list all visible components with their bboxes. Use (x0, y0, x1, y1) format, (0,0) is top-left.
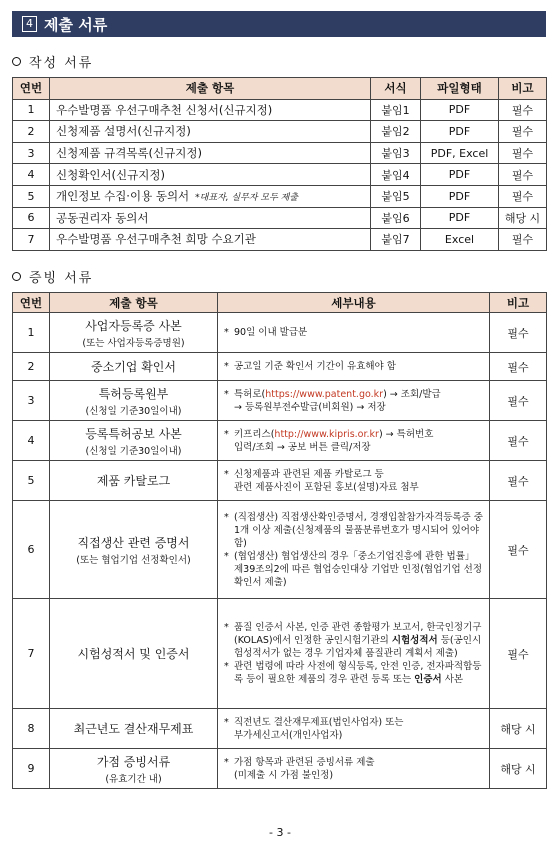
table-row: 6 공동권리자 동의서 붙임6 PDF 해당 시 (13, 207, 547, 229)
table-row: 5 개인정보 수집·이용 동의서 *대표자, 실무자 모두 제출 붙임5 PDF 필수 (13, 185, 547, 207)
row-note: *대표자, 실무자 모두 제출 (195, 193, 299, 204)
page-number: - 3 - (269, 826, 291, 839)
table-row: 9 가점 증빙서류 (유효기간 내) * 가점 항목과 관련된 증빙서류 제출 (미제출 시 가점 불인정) 해당 시 (13, 749, 547, 789)
col-header: 제출 항목 (50, 78, 371, 100)
table-row: 7 시험성적서 및 인증서 * 품질 인증서 사본, 인증 관련 종합평가 보고서, 한국인정기구(KOLAS)에서 인정한 공인시험기관의 시험성적서 등(공인시험성적서가 없는 경우 기업자체 품질관리 계획서 제출) * 관련 법령에 따라 사전에 형식등록, 안전 인증, 전자파적합등록 등이 필요한 제품의 경우 관련 등록 또는 인증서 사본 필수 (13, 599, 547, 709)
table-row: 4 등록특허공보 사본 (신청일 기준30일이내) * 키프리스(http://www.kipris.or.kr) → 특허번호 입력/조회 → 공보 버튼 클릭/저장 필수 (13, 421, 547, 461)
section-number: 4 (22, 16, 37, 32)
table-row: 2 중소기업 확인서 * 공고일 기준 확인서 기간이 유효해야 함 필수 (13, 353, 547, 381)
table-header-row (13, 78, 547, 100)
table-row: 2 신청제품 설명서(신규지정) 붙임2 PDF 필수 (13, 121, 547, 143)
table-row: 8 최근년도 결산재무제표 * 직전년도 결산재무제표(법인사업자) 또는 부가세신고서(개인사업자) 해당 시 (13, 709, 547, 749)
table-row: 1 우수발명품 우선구매추천 신청서(신규지정) 붙임1 PDF 필수 (13, 99, 547, 121)
patent-link[interactable]: https://www.patent.go.kr (265, 388, 384, 400)
col-header: 비고 (499, 78, 547, 100)
evidence-docs-heading: 증빙 서류 (12, 267, 93, 286)
table-header-row (13, 293, 547, 313)
table-row: 3 신청제품 규격목록(신규지정) 붙임3 PDF, Excel 필수 (13, 142, 547, 164)
table-row: 7 우수발명품 우선구매추천 희망 수요기관 붙임7 Excel 필수 (13, 229, 547, 251)
section-header (12, 11, 546, 37)
col-header: 제출 항목 (50, 293, 218, 313)
section-title: 제출 서류 (44, 15, 108, 34)
col-header: 세부내용 (218, 293, 490, 313)
col-header: 비고 (490, 293, 547, 313)
col-header: 연번 (13, 293, 50, 313)
col-header: 연번 (13, 78, 50, 100)
col-header: 파일형태 (421, 78, 499, 100)
circle-bullet-icon (12, 57, 21, 66)
table-row: 6 직접생산 관련 증명서 (또는 협업기업 선정확인서) * (직접생산) 직접생산확인증명서, 경쟁입찰참가자격등록증 중 1개 이상 제출(신청제품의 물품분류번호가 명시되어 있어야 함) * (협업생산) 협업생산의 경우「중소기업진흥에 관한 법률」제39조의2에 따른 협업승인대상 기업만 인정(협업기업 선정확인서 제출) 필수 (13, 501, 547, 599)
col-header: 서식 (371, 78, 421, 100)
written-docs-table (12, 77, 547, 251)
table-row: 5 제품 카탈로그 * 신청제품과 관련된 제품 카탈로그 등 관련 제품사진이 포함된 홍보(설명)자료 첨부 필수 (13, 461, 547, 501)
circle-bullet-icon (12, 272, 21, 281)
written-docs-heading: 작성 서류 (12, 52, 93, 71)
kipris-link[interactable]: http://www.kipris.or.kr (274, 428, 379, 440)
table-row: 4 신청확인서(신규지정) 붙임4 PDF 필수 (13, 164, 547, 186)
table-row: 1 사업자등록증 사본 (또는 사업자등록증명원) * 90일 이내 발급분 필수 (13, 313, 547, 353)
evidence-docs-table (12, 292, 547, 789)
table-row: 3 특허등록원부 (신청일 기준30일이내) * 특허로(https://www.patent.go.kr) → 조회/발급 → 등록원부전수발급(비회원) → 저장 필수 (13, 381, 547, 421)
